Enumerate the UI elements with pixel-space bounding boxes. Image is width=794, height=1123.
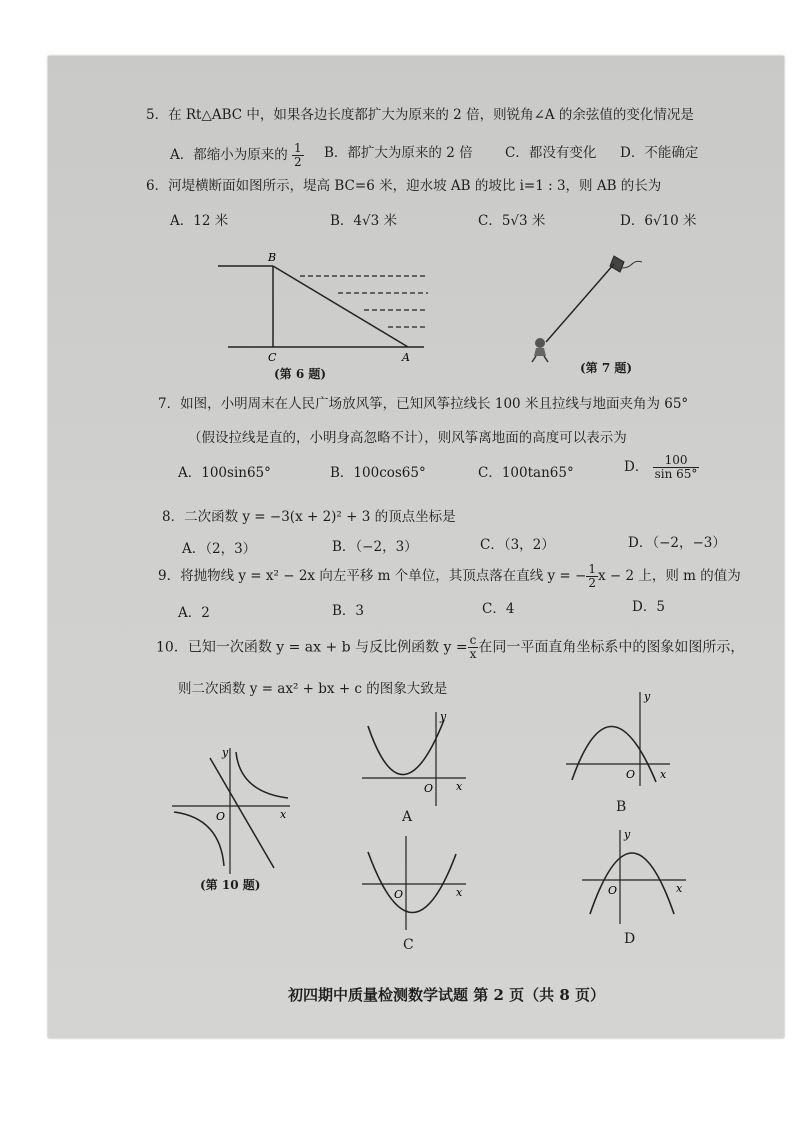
q9-frac-den: 2 bbox=[588, 576, 596, 590]
graph-d-y-label: y bbox=[624, 828, 631, 841]
graph-c-parabola bbox=[368, 852, 456, 913]
graph-c-origin: O bbox=[394, 888, 404, 901]
q5-option-a-text: A．都缩小为原来的 bbox=[170, 147, 288, 163]
q9-option-d: D．5 bbox=[632, 599, 665, 615]
q10-fraction bbox=[468, 634, 479, 661]
exam-page bbox=[48, 56, 784, 1038]
graph-b-parabola bbox=[572, 726, 656, 782]
q5-option-c: C．都没有变化 bbox=[505, 145, 597, 161]
q9-option-b: B．3 bbox=[332, 603, 365, 619]
q8-option-c: C．（3，2） bbox=[480, 537, 555, 553]
graph-a-origin: O bbox=[424, 782, 434, 795]
kite-string bbox=[546, 264, 614, 342]
fig6-label-a: A bbox=[402, 351, 410, 364]
q6-option-d: D．6√10 米 bbox=[620, 213, 697, 229]
q5-option-d: D．不能确定 bbox=[620, 145, 699, 161]
q7-stem: 7．如图，小明周末在人民广场放风筝，已知风筝拉线长 100 米且拉线与地面夹角为 65° bbox=[158, 396, 689, 412]
fig6-slope-ab bbox=[273, 266, 408, 347]
q9-option-c: C．4 bbox=[482, 601, 515, 617]
q8-option-d: D．（−2，−3） bbox=[628, 535, 726, 551]
figure-7-kite bbox=[522, 246, 652, 376]
graph-option-a bbox=[360, 708, 470, 808]
graph-b-origin: O bbox=[626, 768, 636, 781]
q7-frac-den: sin 65° bbox=[654, 467, 698, 481]
graph-d-parabola bbox=[590, 853, 674, 914]
figure-6-embankment bbox=[218, 246, 438, 376]
graph-b-y-label: y bbox=[644, 690, 651, 703]
q7-option-d bbox=[624, 454, 699, 481]
fig10-caption: (第 10 题) bbox=[200, 878, 261, 892]
fig10-hyperbola-branch bbox=[236, 752, 288, 798]
fig10-origin: O bbox=[216, 810, 226, 823]
q8-stem: 8．二次函数 y = −3(x + 2)² + 3 的顶点坐标是 bbox=[162, 509, 456, 525]
person-head-icon bbox=[535, 338, 545, 348]
graph-d-label: D bbox=[624, 931, 636, 947]
graph-c-x-label: x bbox=[456, 886, 463, 899]
q7-stem-2: （假设拉线是直的，小明身高忽略不计），则风筝离地面的高度可以表示为 bbox=[188, 430, 627, 446]
q5-stem: 5．在 Rt△ABC 中，如果各边长度都扩大为原来的 2 倍，则锐角∠A 的余弦值的变化情况是 bbox=[146, 107, 694, 123]
graph-d-origin: O bbox=[608, 884, 618, 897]
q7-option-b: B．100cos65° bbox=[330, 465, 426, 481]
q5-frac-den: 2 bbox=[294, 155, 302, 169]
q6-option-b: B．4√3 米 bbox=[330, 213, 397, 229]
person-body-icon bbox=[534, 348, 546, 356]
page-footer: 初四期中质量检测数学试题 第 2 页（共 8 页） bbox=[288, 986, 605, 1004]
graph-option-b bbox=[564, 688, 674, 788]
q6-stem: 6．河堤横断面如图所示，堤高 BC=6 米，迎水坡 AB 的坡比 i=1 : 3，则 AB 的长为 bbox=[146, 178, 662, 194]
q10-frac-num: c bbox=[468, 634, 479, 648]
q8-option-b: B．（−2，3） bbox=[332, 539, 418, 555]
q6-option-a: A．12 米 bbox=[170, 213, 229, 229]
graph-b-label: B bbox=[616, 799, 627, 815]
q5-option-a bbox=[170, 142, 304, 169]
q10-frac-den: x bbox=[469, 647, 477, 661]
figure-10-graph bbox=[170, 746, 295, 876]
graph-option-d bbox=[580, 826, 690, 926]
q9-option-a: A．2 bbox=[178, 605, 210, 621]
fig10-x-label: x bbox=[280, 808, 287, 821]
q9-stem bbox=[158, 563, 741, 590]
q9-stem-end: x − 2 上，则 m 的值为 bbox=[597, 568, 741, 584]
q7-option-c: C．100tan65° bbox=[478, 465, 574, 481]
q10-stem-start: 10．已知一次函数 y = ax + b 与反比例函数 y = bbox=[156, 639, 468, 656]
q5-frac-num: 1 bbox=[294, 141, 302, 155]
graph-a-y-label: y bbox=[440, 710, 447, 723]
person-leg bbox=[544, 356, 548, 362]
fig6-caption: (第 6 题) bbox=[274, 367, 327, 381]
q9-fraction bbox=[586, 563, 598, 590]
kite-icon bbox=[610, 256, 624, 272]
graph-a-label: A bbox=[402, 809, 413, 825]
q8-option-a: A．（2，3） bbox=[182, 541, 257, 557]
graph-d-x-label: x bbox=[676, 882, 683, 895]
q9-stem-start: 9．将抛物线 y = x² − 2x 向左平移 m 个单位，其顶点落在直线 y = − bbox=[158, 568, 587, 584]
q5-option-b: B．都扩大为原来的 2 倍 bbox=[324, 145, 473, 161]
q5-fraction bbox=[292, 142, 304, 169]
q7-option-d-label: D． bbox=[624, 459, 649, 475]
graph-option-c bbox=[360, 832, 470, 932]
q6-option-c: C．5√3 米 bbox=[478, 213, 546, 229]
fig10-y-label: y bbox=[222, 746, 229, 759]
graph-a-parabola bbox=[368, 720, 444, 775]
graph-b-x-label: x bbox=[660, 768, 667, 781]
q10-stem-end: 在同一平面直角坐标系中的图象如图所示， bbox=[478, 639, 745, 656]
graph-a-x-label: x bbox=[456, 780, 463, 793]
person-leg bbox=[532, 356, 536, 362]
kite-tail bbox=[622, 261, 642, 268]
q9-frac-num: 1 bbox=[588, 562, 596, 576]
q7-frac-num: 100 bbox=[653, 454, 700, 468]
fig7-caption: (第 7 题) bbox=[580, 361, 633, 375]
q7-fraction bbox=[653, 454, 700, 481]
q10-stem-2: 则二次函数 y = ax² + bx + c 的图象大致是 bbox=[178, 681, 448, 697]
fig6-label-b: B bbox=[268, 251, 277, 264]
graph-c-label: C bbox=[403, 937, 414, 953]
q10-stem bbox=[156, 634, 744, 661]
q7-option-a: A．100sin65° bbox=[178, 465, 271, 481]
fig6-label-c: C bbox=[268, 351, 277, 364]
